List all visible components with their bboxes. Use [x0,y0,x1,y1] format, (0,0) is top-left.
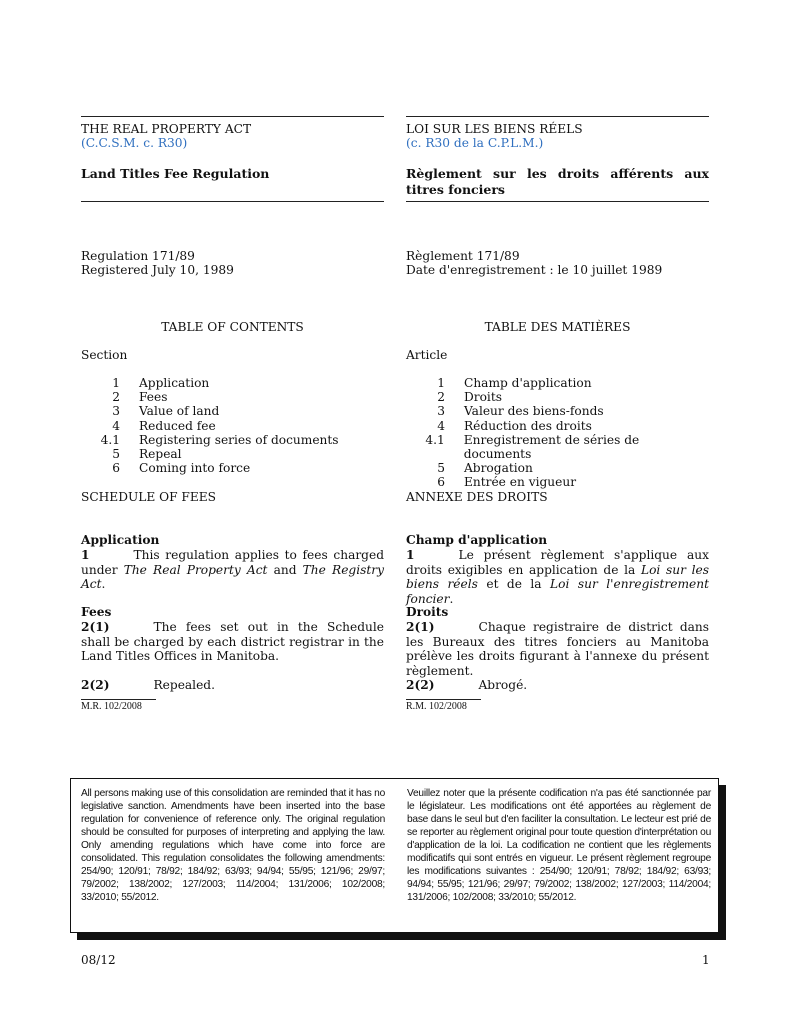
act-citation-link[interactable]: (C.C.S.M. c. R30) [81,136,188,150]
section-1-text: 1 This regulation applies to fees charged under The Real Property Act and The Registry Act. [81,548,384,592]
regulation-title: Règlement sur les droits afférents aux titres fonciers [406,166,709,197]
top-rule [406,116,709,117]
footer-date: 08/12 [81,953,116,967]
act-name: THE REAL PROPERTY ACT [81,122,252,136]
amendment-rule [81,699,156,700]
toc-item[interactable]: 5 Abrogation [437,461,533,476]
toc-item[interactable]: 4 Reduced fee [112,418,216,433]
section-1-heading: Application [81,533,160,547]
table-of-contents [406,376,709,490]
section-1-text: 1 Le présent règlement s'applique aux droits exigibles en application de la Loi sur les biens réels et de la Loi sur l'enregistrement foncier. [406,548,710,606]
registered-date: Date d'enregistrement : le 10 juillet 1989 [406,263,663,277]
section-2-1-text: 2(1) Chaque registraire de district dans les Bureaux des titres fonciers au Manitoba prélève les droits figurant à l'annexe du présent règlement. [406,620,709,678]
toc-item[interactable]: 3 Valeur des biens-fonds [437,404,604,419]
title-rule [406,201,709,202]
regulation-title: Land Titles Fee Regulation [81,166,270,181]
regulation-number: Regulation 171/89 [81,249,195,263]
registered-date: Registered July 10, 1989 [81,263,234,277]
toc-item[interactable]: 5 Repeal [112,447,182,462]
section-2-1-text: 2(1) The fees set out in the Schedule shall be charged by each district registrar in the Land Titles Offices in Manitoba. [81,620,384,664]
section-label: Article [406,348,448,362]
section-2-2-text: 2(2) Abrogé. [406,678,528,692]
toc-heading: TABLE DES MATIÈRES [484,320,631,334]
section-2-heading: Fees [81,605,112,619]
section-2-heading: Droits [406,605,449,619]
toc-item[interactable]: 6 Coming into force [112,461,251,476]
regulation-number: Règlement 171/89 [406,249,520,263]
amendment-note: R.M. 102/2008 [406,701,467,712]
amendment-rule [406,699,481,700]
page-number: 1 [702,953,710,967]
toc-item[interactable]: 4.1 Enregistrement de séries de documents [425,432,640,462]
notice-text-english: All persons making use of this consolidation are reminded that it has no legislative sanction. Amendments have been inserted into the base regulation for convenience of reference only. The original regulation should be consulted for purposes of interpreting and applying the law. Only amending regulations which have come into force are consolidated. This regulation consolidates the following amendments: 254/90; 120/91; 78/92; 184/92; 63/93; 94/94; 55/95; 121/96; 29/97; 79/2002; 138/2002; 127/2003; 114/2004; 131/2006; 102/2008; 33/2010; 55/2012. [81,788,385,903]
toc-item[interactable]: 6 Entrée en vigueur [437,475,577,490]
act-citation-link[interactable]: (c. R30 de la C.P.L.M.) [406,136,544,150]
schedule-of-fees-link[interactable]: SCHEDULE OF FEES [81,490,217,504]
toc-item[interactable]: 1 Champ d'application [437,376,592,390]
toc-item[interactable]: 2 Droits [437,390,502,405]
top-rule [81,116,384,117]
section-label: Section [81,348,128,362]
toc-item[interactable]: 4 Réduction des droits [437,418,592,433]
schedule-of-fees-link[interactable]: ANNEXE DES DROITS [406,490,548,504]
consolidation-notice-box [70,778,719,933]
table-of-contents [81,376,384,475]
toc-item[interactable]: 4.1 Registering series of documents [100,432,339,447]
title-rule [81,201,384,202]
toc-item[interactable]: 1 Application [112,376,210,390]
amendment-note: M.R. 102/2008 [81,701,142,712]
toc-item[interactable]: 2 Fees [112,390,168,405]
section-2-2-text: 2(2) Repealed. [81,678,215,692]
notice-text-french: Veuillez noter que la présente codification n'a pas été sanctionnée par le législateur. Les modifications ont été apportées au règlement de base dans le seul but d'en faciliter la consultation. Le lecteur est prié de se reporter au règlement original pour toute question d'interprétation ou d'application de la loi. La codification ne contient que les règlements modificatifs qui sont entrés en vigueur. Le présent règlement regroupe les modifications suivantes : 254/90; 120/91; 78/92; 184/92; 63/93; 94/94; 55/95; 121/96; 29/97; 79/2002; 138/2002; 127/2003; 114/2004; 131/2006; 102/2008; 33/2010; 55/2012. [407,788,711,903]
toc-heading: TABLE OF CONTENTS [161,320,304,334]
act-name: LOI SUR LES BIENS RÉELS [406,122,583,136]
toc-item[interactable]: 3 Value of land [112,404,220,419]
section-1-heading: Champ d'application [406,533,548,547]
